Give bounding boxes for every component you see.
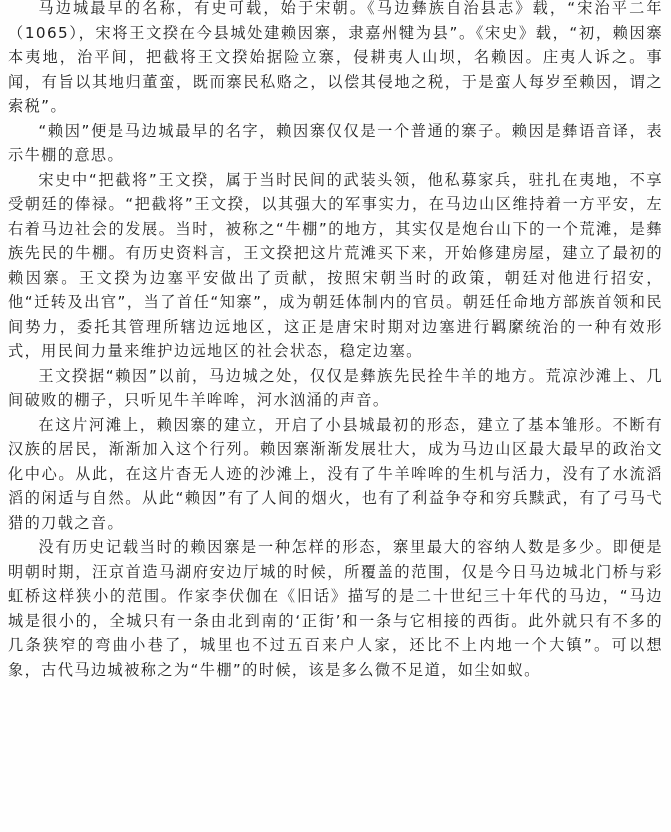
paragraph-town-scale: 没有历史记载当时的赖因寨是一种怎样的形态，寨里最大的容纳人数是多少。即便是明朝时期，汪京首造马湖府安边厅城的时候，所覆盖的范围，仅是今日马边城北门桥与彩虹桥这样狭小的范围。作家李伏伽在《旧话》描写的是二十世纪三十年代的马边，“马边城是很小的，全城只有一条由北到南的‘正街’和一条与它相接的西街。此外就只有不多的几条狭窄的弯曲小巷了，城里也不过五百来户人家，还比不上内地一个大镇”。可以想象，古代马边城被称之为“牛棚”的时候，该是多么微不足道，如尘如蚁。 [8, 538, 663, 679]
paragraph-name-origin: 马边城最早的名称，有史可载，始于宋朝。《马边彝族自治县志》载，“宋治平二年（1065），宋将王文揆在今县城处建赖因寨，隶嘉州犍为县”。《宋史》载，“初，赖因寨本夷地，治平间，把截将王文揆始据险立寨，侵耕夷人山坝，名赖因。庄夷人诉之。事闻，有旨以其地归董蛮，既而寨民私赂之，以偿其侵地之税，于是蛮人每岁至赖因，谓之索税”。 [8, 0, 663, 115]
paragraph-before-laiyin: 王文揆据“赖因”以前，马边城之处，仅仅是彝族先民拴牛羊的地方。荒凉沙滩上、几间破败的棚子，只听见牛羊哞哞，河水汹涌的声音。 [8, 366, 663, 409]
paragraph-wang-wenkui: 宋史中“把截将”王文揆，属于当时民间的武装头领，他私募家兵，驻扎在夷地，不享受朝廷的俸禄。“把截将”王文揆，以其强大的军事实力，在马边山区维持着一方平安，左右着马边社会的发展。当时，被称之“牛棚”的地方，其实仅是炮台山下的一个荒滩，是彝族先民的牛棚。有历史资料言，王文揆把这片荒滩买下来，开始修建房屋，建立了最初的赖因寨。王文揆为边塞平安做出了贡献，按照宋朝当时的政策，朝廷对他进行招安，他“迁转及出官”，当了首任“知寨”，成为朝廷体制内的官员。朝廷任命地方部族首领和民间势力，委托其管理所辖边远地区，这正是唐宋时期对边塞进行羁縻统治的一种有效形式，用民间力量来维护边远地区的社会状态，稳定边塞。 [8, 170, 663, 360]
paragraph-town-formation: 在这片河滩上，赖因寨的建立，开启了小县城最初的形态，建立了基本雏形。不断有汉族的居民，渐渐加入这个行列。赖因寨渐渐发展壮大，成为马边山区最大最早的政治文化中心。从此，在这片杳无人迹的沙滩上，没有了牛羊哞哞的生机与活力，没有了水流滔滔的闲适与自然。从此“赖因”有了人间的烟火，也有了利益争夺和穷兵黩武，有了弓马弋猎的刀戟之音。 [8, 415, 663, 532]
paragraph-laiyin-meaning: “赖因”便是马边城最早的名字，赖因寨仅仅是一个普通的寨子。赖因是彝语音译，表示牛棚的意思。 [8, 121, 663, 164]
